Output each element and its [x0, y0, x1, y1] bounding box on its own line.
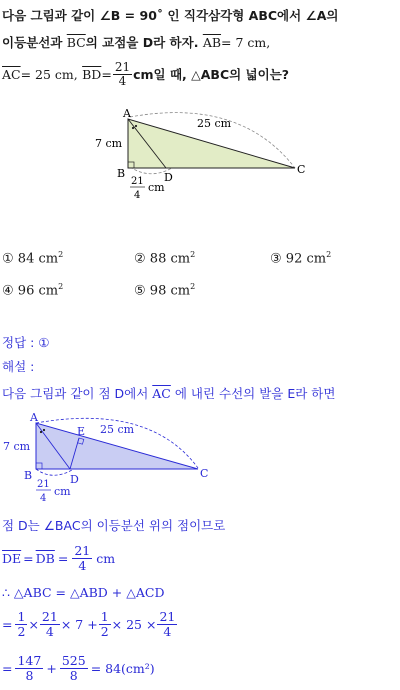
- label-e: E: [77, 425, 86, 438]
- eq1-unit: cm: [96, 550, 116, 566]
- choice-1-mark: ①: [2, 251, 14, 267]
- eq3-f3-num: 1: [100, 609, 109, 625]
- triangle-figure-1: [90, 105, 320, 205]
- segment-db: $\overline{DB}$: [35, 550, 55, 566]
- label-c-2: C: [200, 467, 209, 480]
- eq1-equals-2: =: [57, 550, 69, 566]
- label-ac-length-2: 25 cm: [100, 423, 135, 436]
- label-bd-unit-2: cm: [54, 485, 71, 498]
- question-text-1: 다음 그림과 같이 ∠B = 90˚ 인 직각삼각형 ABC에서 ∠A의: [2, 8, 339, 23]
- eq1-equals-1: =: [23, 550, 34, 566]
- eq3-equals: =: [2, 616, 13, 632]
- label-bd-denominator-2: 4: [40, 493, 47, 504]
- eq3-f2-den: 4: [45, 623, 54, 639]
- choice-4-mark: ④: [2, 283, 14, 299]
- eq4-equals: =: [2, 660, 13, 676]
- choice-5[interactable]: [134, 282, 195, 298]
- choice-2-mark: ②: [134, 251, 146, 267]
- eq1-fraction-numerator: 21: [74, 543, 91, 559]
- label-c: C: [297, 163, 306, 176]
- question-text-2b: 의 교점을 D라 하자.: [85, 35, 199, 50]
- label-a: A: [123, 107, 131, 120]
- label-a-2: A: [30, 411, 38, 424]
- choice-4-unit: cm: [38, 283, 59, 299]
- solution-eq-3: [2, 606, 178, 642]
- solution-eq-4: [2, 650, 155, 686]
- choice-4[interactable]: [2, 282, 63, 298]
- eq3-times-1: ×: [28, 616, 39, 632]
- eq4-fraction-1: [15, 654, 43, 681]
- choice-5-mark: ⑤: [134, 283, 146, 299]
- eq4-f2-num: 525: [61, 653, 86, 669]
- question-line-3: [2, 56, 289, 92]
- choice-3-exp: 2: [326, 250, 332, 259]
- choice-1-exp: 2: [58, 250, 64, 259]
- solution-label: 해설 :: [2, 359, 35, 374]
- question-text-3b: =: [101, 66, 112, 82]
- choice-3-mark: ③: [270, 251, 282, 267]
- label-bd-denominator: 4: [134, 190, 141, 201]
- question-text-3a: = 25 cm,: [20, 66, 78, 82]
- eq3-text-2: × 7 +: [60, 616, 98, 632]
- eq4-f1-den: 8: [25, 667, 34, 683]
- bd-arc-2: [36, 469, 72, 475]
- angle-dot-1: [132, 127, 134, 129]
- choice-4-exp: 2: [58, 282, 64, 291]
- eq3-f2-num: 21: [41, 609, 58, 625]
- choice-2[interactable]: [134, 250, 195, 266]
- label-ab-length: 7 cm: [95, 137, 123, 150]
- eq3-f1-num: 1: [17, 609, 26, 625]
- choice-3[interactable]: [270, 250, 331, 266]
- eq4-plus: +: [46, 660, 57, 676]
- segment-bd: $\overline{BD}$: [82, 66, 102, 82]
- angle-dot-2: [135, 125, 137, 127]
- eq3-f3-den: 2: [100, 623, 109, 639]
- label-b: B: [117, 167, 126, 180]
- choice-3-unit: cm: [306, 251, 327, 267]
- segment-bc: $\overline{BC}$: [66, 35, 86, 50]
- question-text-2a: 이등분선과: [2, 35, 63, 50]
- eq3-fraction-4: [157, 610, 177, 637]
- angle-dot-1-2: [40, 431, 42, 433]
- label-d: D: [164, 171, 173, 184]
- choice-3-value: 92: [285, 251, 303, 267]
- choice-5-unit: cm: [170, 283, 191, 299]
- segment-ac: $\overline{AC}$: [2, 66, 21, 82]
- choice-1-value: 84: [17, 251, 35, 267]
- answer-label: 정답 : ①: [2, 335, 50, 350]
- eq4-result: = 84(cm²): [90, 660, 155, 676]
- segment-de: $\overline{DE}$: [2, 550, 22, 566]
- angle-dot-2-2: [43, 429, 45, 431]
- choice-4-value: 96: [17, 283, 35, 299]
- eq3-fraction-1: [15, 610, 27, 637]
- label-ac-length: 25 cm: [197, 117, 232, 130]
- label-bd-numerator: 21: [131, 176, 144, 187]
- label-b-2: B: [24, 469, 33, 482]
- eq4-f2-den: 8: [69, 667, 78, 683]
- label-ab-length-2: 7 cm: [3, 440, 31, 453]
- solution-text-1a: 다음 그림과 같이 점 D에서: [2, 386, 149, 401]
- label-d-2: D: [70, 473, 79, 486]
- eq4-f1-num: 147: [17, 653, 42, 669]
- eq3-fraction-3: [99, 610, 111, 637]
- triangle-figure-2: [0, 405, 230, 510]
- fraction-numerator: 21: [114, 59, 131, 74]
- label-bd-unit: cm: [148, 181, 165, 194]
- eq4-fraction-2: [60, 654, 88, 681]
- eq3-f4-num: 21: [159, 609, 176, 625]
- solution-eq-1: [2, 540, 115, 576]
- choice-2-value: 88: [149, 251, 167, 267]
- choice-5-exp: 2: [190, 282, 196, 291]
- eq3-f1-den: 2: [17, 623, 26, 639]
- fraction-21-4: [113, 61, 132, 87]
- choice-1[interactable]: [2, 250, 63, 266]
- question-line-2: [2, 33, 270, 51]
- question-line-1: [2, 6, 338, 24]
- eq1-fraction: [72, 544, 92, 571]
- solution-line-2: 점 D는 ∠BAC의 이등분선 위의 점이므로: [2, 518, 226, 533]
- solution-segment-ac: $\overline{AC}$: [152, 386, 171, 401]
- choice-2-exp: 2: [190, 250, 196, 259]
- question-text-2c: = 7 cm,: [221, 35, 271, 50]
- choice-2-unit: cm: [170, 251, 191, 267]
- solution-text-1b: 에 내린 수선의 발을 E라 하면: [174, 386, 336, 401]
- fraction-denominator: 4: [118, 73, 127, 88]
- question-text-3c: cm일 때, △ABC의 넓이는?: [133, 67, 290, 82]
- eq3-fraction-2: [40, 610, 60, 637]
- choice-1-unit: cm: [38, 251, 59, 267]
- solution-eq-2: ∴ △ABC = △ABD + △ACD: [2, 585, 165, 600]
- choice-5-value: 98: [149, 283, 167, 299]
- eq3-text-3: × 25 ×: [111, 616, 157, 632]
- solution-line-1: [2, 384, 335, 402]
- label-bd-numerator-2: 21: [37, 479, 50, 490]
- eq1-fraction-denominator: 4: [78, 557, 87, 573]
- eq3-f4-den: 4: [163, 623, 172, 639]
- segment-ab: $\overline{AB}$: [202, 35, 222, 50]
